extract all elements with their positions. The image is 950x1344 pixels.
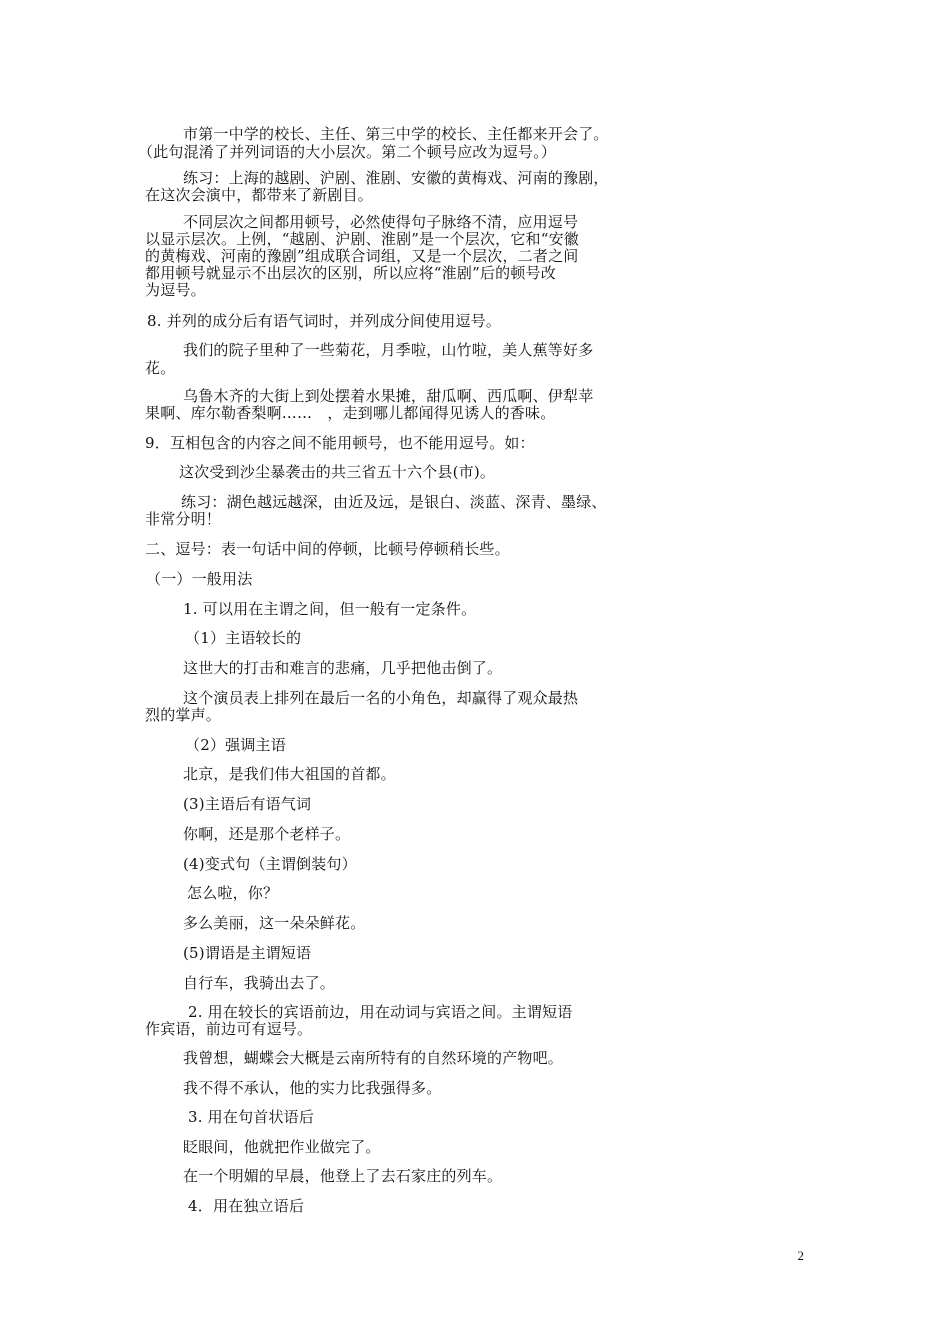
rule-1-case-2: （2）强调主语 [185, 736, 286, 754]
example-line: 我不得不承认，他的实力比我强得多。 [183, 1079, 442, 1097]
paragraph-2: 练习：上海的越剧、沪剧、淮剧、安徽的黄梅戏、河南的豫剧， [183, 169, 609, 187]
rule-1-heading: 1. 可以用在主谓之间，但一般有一定条件。 [183, 600, 477, 618]
paragraph-2-line-2: 在这次会演中，都带来了新剧目。 [145, 186, 374, 204]
paragraph-1-line-2: （此句混淆了并列词语的大小层次。第二个顿号应改为逗号。） [138, 143, 557, 161]
paragraph-3: 不同层次之间都用顿号，必然使得句子脉络不清，应用逗号 [183, 213, 579, 231]
rule-1-case-1: （1）主语较长的 [185, 629, 302, 647]
example-line: 怎么啦，你？ [187, 884, 279, 902]
example-line: 自行车，我骑出去了。 [183, 974, 336, 992]
rule-2-heading: 2. 用在较长的宾语前边，用在动词与宾语之间。主谓短语 [188, 1003, 573, 1021]
rule-1-case-5: (5)谓语是主谓短语 [183, 944, 312, 962]
example-line: 这世大的打击和难言的悲痛，几乎把他击倒了。 [183, 659, 503, 677]
paragraph-8: 这次受到沙尘暴袭击的共三省五十六个县(市)。 [179, 463, 496, 481]
example-line: 北京，是我们伟大祖国的首都。 [183, 765, 396, 783]
page-number: 2 [797, 1248, 804, 1263]
example-line: 这个演员表上排列在最后一名的小角色，却赢得了观众最热 [183, 689, 579, 707]
item-9-heading: 9．互相包含的内容之间不能用顿号，也不能用逗号。如： [145, 434, 535, 452]
example-line: 我曾想，蝴蝶会大概是云南所特有的自然环境的产物吧。 [183, 1049, 564, 1067]
paragraph-6-line-2: 果啊、库尔勒香梨啊…… ，走到哪儿都闻得见诱人的香味。 [145, 404, 556, 422]
subsection-heading-general-usage: （一）一般用法 [146, 570, 253, 588]
paragraph-3-line-3: 的黄梅戏、河南的豫剧”组成联合词组，又是一个层次，二者之间 [145, 247, 579, 265]
paragraph-3-line-2: 以显示层次。上例，“越剧、沪剧、淮剧”是一个层次，它和“安徽 [145, 230, 580, 248]
paragraph-5-line-2: 花。 [145, 359, 176, 377]
rule-1-case-3: (3)主语后有语气词 [183, 795, 312, 813]
paragraph-9-line-2: 非常分明！ [145, 510, 222, 528]
example-line: 你啊，还是那个老样子。 [183, 825, 351, 843]
section-heading-comma: 二、逗号：表一句话中间的停顿，比顿号停顿稍长些。 [145, 540, 510, 558]
rule-2-heading-continuation: 作宾语，前边可有逗号。 [145, 1020, 313, 1038]
example-line-continuation: 烈的掌声。 [145, 706, 222, 724]
paragraph-9: 练习：湖色越远越深，由近及远，是银白、淡蓝、深青、墨绿、 [181, 493, 607, 511]
paragraph-6: 乌鲁木齐的大街上到处摆着水果摊，甜瓜啊、西瓜啊、伊犁苹 [183, 387, 594, 405]
item-8-heading: 8. 并列的成分后有语气词时，并列成分间使用逗号。 [147, 312, 502, 330]
rule-3-heading: 3. 用在句首状语后 [188, 1108, 315, 1126]
paragraph-3-line-5: 为逗号。 [145, 281, 206, 299]
example-line: 在一个明媚的早晨，他登上了去石家庄的列车。 [183, 1167, 503, 1185]
rule-1-case-4: (4)变式句（主谓倒装句） [183, 855, 357, 873]
example-line: 眨眼间，他就把作业做完了。 [183, 1138, 381, 1156]
paragraph-3-line-4: 都用顿号就显示不出层次的区别，所以应将“淮剧”后的顿号改 [145, 264, 556, 282]
example-line: 多么美丽，这一朵朵鲜花。 [183, 914, 366, 932]
paragraph-1: 市第一中学的校长、主任、第三中学的校长、主任都来开会了。 [183, 125, 609, 143]
rule-4-heading: 4．用在独立语后 [188, 1197, 305, 1215]
paragraph-5: 我们的院子里种了一些菊花，月季啦，山竹啦，美人蕉等好多 [183, 341, 594, 359]
